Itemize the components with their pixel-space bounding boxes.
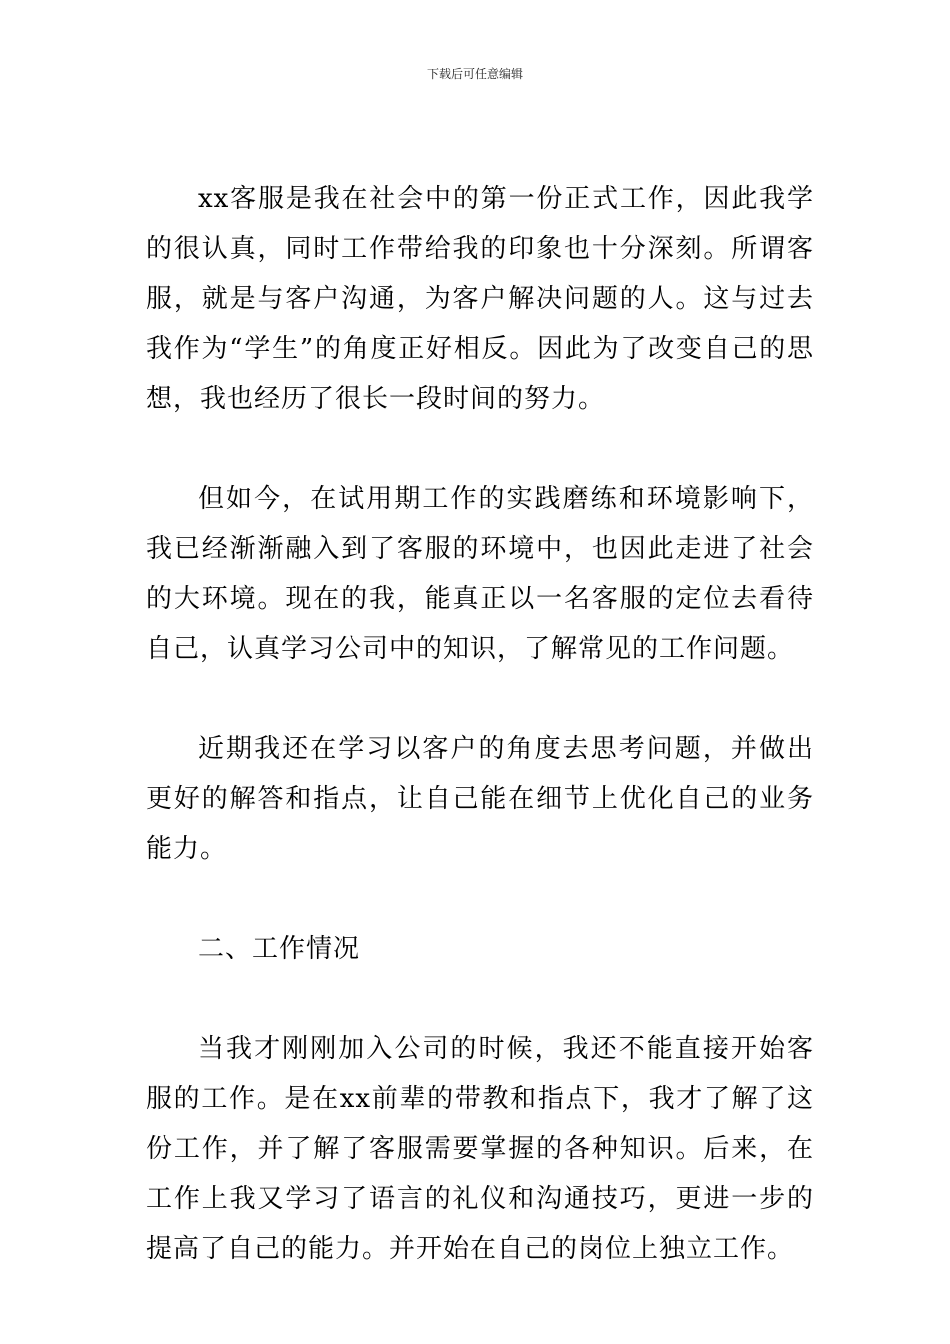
document-body bbox=[146, 174, 814, 1274]
paragraph-4: 当我才刚刚加入公司的时候，我还不能直接开始客服的工作。是在xx前辈的带教和指点下，我才了解了这份工作，并了解了客服需要掌握的各种知识。后来，在工作上我又学习了语言的礼仪和沟通技巧，更进一步的提高了自己的能力。并开始在自己的岗位上独立工作。 bbox=[146, 1034, 814, 1264]
paragraph-spacer bbox=[146, 974, 814, 1024]
header-note: 下载后可任意编辑 bbox=[426, 67, 523, 81]
section-heading: 二、工作情况 bbox=[198, 934, 361, 964]
paragraph-spacer bbox=[146, 674, 814, 724]
paragraph-spacer bbox=[146, 424, 814, 474]
paragraph-2: 但如今，在试用期工作的实践磨练和环境影响下，我已经渐渐融入到了客服的环境中，也因此走进了社会的大环境。现在的我，能真正以一名客服的定位去看待自己，认真学习公司中的知识，了解常见的工作问题。 bbox=[146, 484, 814, 664]
paragraph-1: xx客服是我在社会中的第一份正式工作，因此我学的很认真，同时工作带给我的印象也十分深刻。所谓客服，就是与客户沟通，为客户解决问题的人。这与过去我作为“学生”的角度正好相反。因此为了改变自己的思想，我也经历了很长一段时间的努力。 bbox=[146, 184, 814, 414]
paragraph-spacer bbox=[146, 874, 814, 924]
paragraph-3: 近期我还在学习以客户的角度去思考问题，并做出更好的解答和指点，让自己能在细节上优化自己的业务能力。 bbox=[146, 734, 814, 864]
